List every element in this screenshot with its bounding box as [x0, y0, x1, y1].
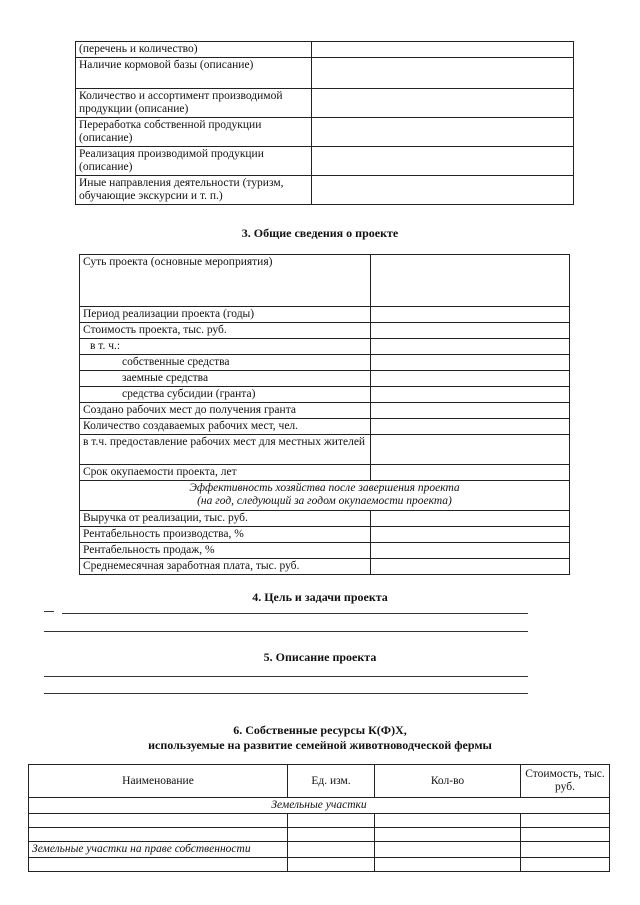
row-label: Среднемесячная заработная плата, тыс. руб.: [80, 559, 371, 575]
value-cell[interactable]: [371, 419, 570, 435]
section-5-title: 5. Описание проекта: [263, 650, 377, 664]
row-label: Рентабельность продаж, %: [80, 543, 371, 559]
column-header: Стоимость, тыс. руб.: [521, 765, 610, 798]
row-label: в т.ч. предоставление рабочих мест для местных жителей: [80, 435, 371, 465]
value-cell[interactable]: [371, 339, 570, 355]
fill-line[interactable]: [44, 676, 528, 677]
value-cell[interactable]: [371, 527, 570, 543]
cell[interactable]: [521, 858, 610, 872]
section-6-title-line-2: используемые на развитие семейной животноводческой фермы: [148, 738, 492, 752]
fill-line: [44, 611, 54, 612]
value-cell[interactable]: [371, 543, 570, 559]
own-resources-table: [28, 764, 610, 872]
cell[interactable]: [375, 858, 521, 872]
row-label: средства субсидии (гранта): [80, 387, 371, 403]
land-owned-label: Земельные участки на праве собственности: [29, 842, 288, 858]
fill-line[interactable]: [62, 613, 528, 614]
efficiency-line-1: Эффективность хозяйства после завершения проекта: [189, 482, 460, 494]
cell[interactable]: [29, 814, 288, 828]
cell[interactable]: [288, 828, 375, 842]
row-label: Наличие кормовой базы (описание): [76, 58, 312, 89]
cell[interactable]: [521, 842, 610, 858]
project-info-table: [79, 254, 570, 575]
value-cell[interactable]: [371, 307, 570, 323]
section-4-title: 4. Цель и задачи проекта: [252, 590, 388, 604]
column-header: Ед. изм.: [288, 765, 375, 798]
value-cell[interactable]: [371, 403, 570, 419]
value-cell[interactable]: [371, 465, 570, 481]
row-label: Рентабельность производства, %: [80, 527, 371, 543]
row-label: заемные средства: [80, 371, 371, 387]
cell[interactable]: [375, 814, 521, 828]
cell[interactable]: [375, 842, 521, 858]
row-label: Срок окупаемости проекта, лет: [80, 465, 371, 481]
row-label: Создано рабочих мест до получения гранта: [80, 403, 371, 419]
row-label: Стоимость проекта, тыс. руб.: [80, 323, 371, 339]
farm-info-table: [75, 41, 574, 205]
value-cell[interactable]: [371, 435, 570, 465]
row-label: Количество создаваемых рабочих мест, чел.: [80, 419, 371, 435]
row-label: Количество и ассортимент производимой продукции (описание): [76, 89, 312, 118]
row-label: Реализация производимой продукции (описание): [76, 147, 312, 176]
row-label: Суть проекта (основные мероприятия): [80, 255, 371, 307]
fill-line[interactable]: [44, 693, 528, 694]
row-label: собственные средства: [80, 355, 371, 371]
value-cell[interactable]: [371, 387, 570, 403]
value-cell[interactable]: [312, 58, 574, 89]
row-label: Выручка от реализации, тыс. руб.: [80, 511, 371, 527]
row-label: Период реализации проекта (годы): [80, 307, 371, 323]
value-cell[interactable]: [312, 42, 574, 58]
fill-line[interactable]: [44, 631, 528, 632]
group-row-land: Земельные участки: [29, 798, 610, 814]
section-6-title-line-1: 6. Собственные ресурсы К(Ф)Х,: [233, 723, 407, 737]
value-cell[interactable]: [312, 147, 574, 176]
value-cell[interactable]: [371, 323, 570, 339]
column-header: Наименование: [29, 765, 288, 798]
cell[interactable]: [288, 842, 375, 858]
value-cell[interactable]: [312, 89, 574, 118]
cell[interactable]: [29, 858, 288, 872]
efficiency-header: [80, 481, 570, 511]
value-cell[interactable]: [371, 559, 570, 575]
row-label: в т. ч.:: [80, 339, 371, 355]
value-cell[interactable]: [371, 255, 570, 307]
section-3-title: 3. Общие сведения о проекте: [241, 226, 399, 240]
value-cell[interactable]: [371, 355, 570, 371]
section-6-title: [0, 723, 640, 753]
row-label: (перечень и количество): [76, 42, 312, 58]
row-label: Иные направления деятельности (туризм, обучающие экскурсии и т. п.): [76, 176, 312, 205]
cell[interactable]: [288, 814, 375, 828]
value-cell[interactable]: [371, 371, 570, 387]
cell[interactable]: [288, 858, 375, 872]
cell[interactable]: [29, 828, 288, 842]
efficiency-line-2: (на год, следующий за годом окупаемости проекта): [197, 495, 452, 507]
value-cell[interactable]: [312, 176, 574, 205]
cell[interactable]: [375, 828, 521, 842]
cell[interactable]: [521, 828, 610, 842]
value-cell[interactable]: [312, 118, 574, 147]
value-cell[interactable]: [371, 511, 570, 527]
row-label: Переработка собственной продукции (описание): [76, 118, 312, 147]
column-header: Кол-во: [375, 765, 521, 798]
cell[interactable]: [521, 814, 610, 828]
